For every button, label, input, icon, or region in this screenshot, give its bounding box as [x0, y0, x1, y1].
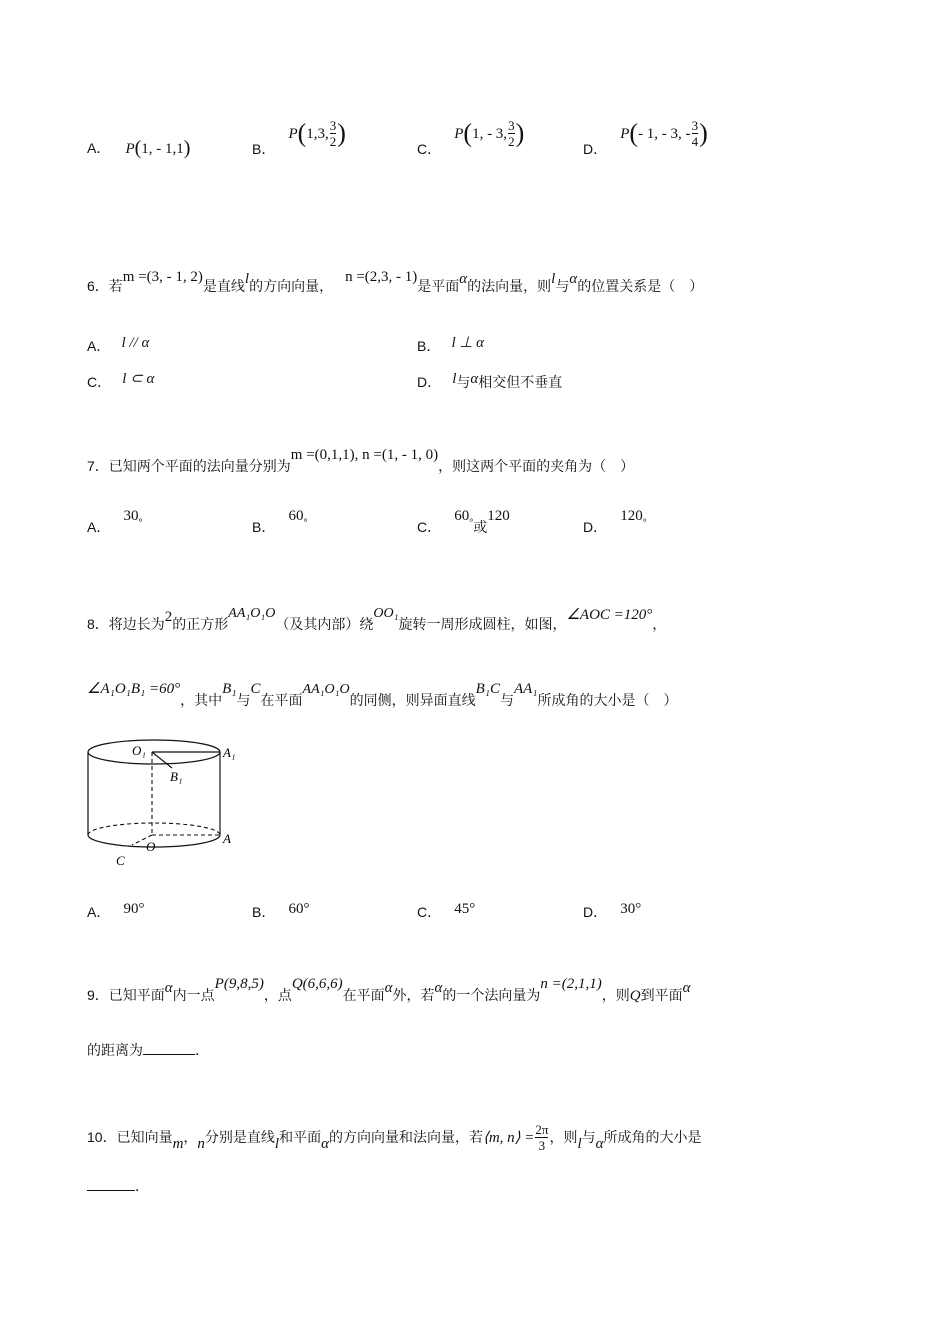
stem-text: ， — [652, 617, 667, 633]
degree-mark: ° — [303, 517, 308, 529]
stem-text: 分别是直线 — [204, 1130, 275, 1146]
stem-text: ． — [135, 1179, 149, 1195]
option-label: B． — [252, 904, 276, 920]
frac-num: 2π — [535, 1122, 549, 1137]
plane-alpha: α — [164, 980, 173, 996]
stem-text: 的方向向量和法向量，若 — [328, 1130, 483, 1146]
q7-option-d[interactable] — [583, 508, 647, 537]
plane-alpha: α — [321, 1136, 329, 1152]
normal-vector: n =(2,1,1) — [540, 976, 602, 992]
option-label: D． — [583, 519, 608, 535]
frac-den: 4 — [691, 134, 699, 149]
question-number: 10． — [87, 1129, 117, 1145]
plane-alpha: α — [569, 271, 578, 287]
point-coords: 1, - 1,1 — [141, 141, 184, 157]
option-value: 60° — [288, 901, 310, 917]
option-label: A． — [87, 338, 111, 354]
stem-text: 与 — [499, 693, 514, 709]
stem-text: 到平面 — [640, 988, 683, 1004]
option-value: 90° — [123, 901, 145, 917]
option-math: l ⊥ α — [451, 335, 485, 351]
point-coords: 1, - 3, — [472, 126, 508, 142]
option-label: C． — [417, 519, 442, 535]
point-letter: P — [125, 141, 135, 157]
option-label: C． — [417, 141, 442, 157]
vector-m: m — [172, 1136, 184, 1152]
vector-n: n — [197, 1136, 205, 1152]
q6-option-b[interactable] — [417, 336, 484, 356]
line-l: l — [244, 271, 250, 287]
line-l: l — [274, 1136, 280, 1152]
frac-den: 2 — [329, 134, 337, 149]
q8-option-a[interactable] — [87, 902, 144, 922]
stem-text: 在平面 — [260, 693, 303, 709]
q10-stem-line1 — [87, 1122, 702, 1153]
stem-text: 的距离为 — [87, 1043, 143, 1059]
stem-text: 旋转一周形成圆柱，如图， — [398, 617, 567, 633]
q8-option-b[interactable] — [252, 902, 309, 922]
vector-m: m =(3, - 1, 2) — [122, 269, 203, 285]
stem-text: 已知平面 — [108, 988, 165, 1004]
line-b1c: B₁C — [475, 681, 500, 697]
stem-text: ，点 — [263, 988, 292, 1004]
option-value: 45° — [454, 901, 476, 917]
degree-mark: ° — [642, 517, 647, 529]
point-p: P(9,8,5) — [214, 976, 264, 992]
q9-stem-line1 — [87, 976, 691, 1005]
stem-text: 的同侧，则异面直线 — [349, 693, 476, 709]
stem-text: ． — [195, 1043, 209, 1059]
point-letter: P — [620, 126, 630, 142]
q5-option-c[interactable]: C． P(1, - 3, $\frac{3}{2}$ ) — [417, 118, 525, 157]
option-label: B． — [417, 338, 441, 354]
axis-name: OO₁ — [373, 606, 399, 621]
q6-option-d[interactable] — [417, 372, 562, 392]
cylinder-figure — [80, 735, 250, 870]
frac-num: 3 — [329, 118, 337, 133]
plane-alpha: α — [682, 980, 691, 996]
option-value: 60 — [454, 508, 470, 524]
angle-a1o1b1: ∠A₁O₁B₁ =60° — [87, 681, 181, 697]
stem-text: 是直线 — [202, 279, 245, 295]
stem-text: 与 — [236, 693, 251, 709]
frac-num: 3 — [508, 118, 515, 133]
question-number: 9． — [87, 987, 109, 1003]
stem-text: （及其内部）绕 — [275, 617, 374, 633]
option-label: D． — [417, 374, 442, 390]
stem-text: ， — [183, 1130, 198, 1146]
option-label: C． — [87, 374, 112, 390]
point-q: Q(6,6,6) — [291, 976, 343, 992]
stem-text: 外，若 — [392, 988, 435, 1004]
answer-blank[interactable] — [87, 1176, 135, 1191]
plane-alpha: α — [595, 1136, 604, 1152]
option-math: l — [452, 371, 457, 387]
option-math: α — [470, 371, 479, 387]
stem-text: 将边长为 — [108, 617, 165, 633]
degree-mark: ° — [469, 517, 474, 529]
radius-o1b1 — [152, 752, 172, 768]
point-coords: 1,3, — [306, 126, 329, 142]
stem-text: ，其中 — [180, 693, 223, 709]
q6-stem — [87, 269, 704, 296]
option-label: C． — [417, 904, 442, 920]
option-value: 120 — [487, 508, 510, 524]
stem-text: 的一个法向量为 — [442, 988, 541, 1004]
q6-option-a[interactable] — [87, 336, 149, 356]
label-a1: A₁ — [223, 745, 236, 760]
point-b1: B₁ — [222, 681, 237, 697]
normal-vectors: m =(0,1,1), n =(1, - 1, 0) — [290, 447, 439, 463]
stem-text: 所成角的大小是（ ） — [537, 693, 678, 709]
option-value: 30 — [123, 508, 139, 524]
angle-aoc: ∠AOC =120° — [566, 607, 653, 623]
option-label: A． — [87, 519, 111, 535]
point-c: C — [250, 681, 261, 697]
stem-text: 已知两个平面的法向量分别为 — [108, 459, 291, 475]
stem-text: 是平面 — [417, 279, 460, 295]
option-text: 相交但不垂直 — [478, 375, 563, 391]
q8-option-c[interactable] — [417, 902, 475, 922]
option-value: 60 — [288, 508, 304, 524]
q8-stem-line1 — [87, 606, 667, 634]
stem-text: 和平面 — [279, 1130, 322, 1146]
stem-text: 的法向量，则 — [467, 279, 552, 295]
frac-den: 3 — [535, 1137, 548, 1153]
stem-text: 所成角的大小是 — [603, 1130, 702, 1146]
line-l: l — [577, 1136, 582, 1152]
option-text: 与 — [456, 375, 471, 391]
option-label: B． — [252, 141, 276, 157]
stem-text: 与 — [581, 1130, 596, 1146]
stem-text: ，则 — [601, 988, 630, 1004]
q6-option-c[interactable] — [87, 372, 154, 392]
stem-text: 与 — [555, 279, 570, 295]
plane-alpha: α — [434, 980, 443, 996]
q5-option-d[interactable]: D． P(- 1, - 3, - $\frac{3}{4}$ ) — [583, 118, 708, 157]
q10-stem-line2 — [87, 1176, 149, 1196]
option-math: l ⊂ α — [122, 371, 155, 387]
q8-option-d[interactable] — [583, 902, 641, 922]
option-value: 120 — [620, 508, 643, 524]
option-label: A． — [87, 140, 111, 156]
option-label: A． — [87, 904, 111, 920]
option-label: D． — [583, 904, 608, 920]
square-name: AA₁O₁O — [228, 606, 276, 621]
side-length: 2 — [164, 609, 173, 625]
plane-name: AA₁O₁O — [302, 682, 350, 697]
frac-den: 2 — [508, 134, 515, 149]
frac-num: 3 — [691, 118, 699, 133]
answer-blank[interactable] — [143, 1040, 195, 1055]
option-or: 或 — [473, 520, 488, 536]
q8-stem-line2 — [87, 681, 678, 710]
q7-option-b[interactable] — [252, 508, 308, 537]
degree-mark: ° — [138, 517, 143, 529]
option-math: l // α — [121, 335, 150, 351]
label-o1: O₁ — [132, 743, 146, 758]
option-label: B． — [252, 519, 276, 535]
q7-option-c[interactable] — [417, 508, 510, 537]
q7-stem — [87, 447, 635, 476]
label-b1: B₁ — [170, 769, 183, 784]
stem-text: 在平面 — [342, 988, 385, 1004]
point-q-letter: Q — [629, 988, 641, 1004]
stem-text: 已知向量 — [116, 1130, 173, 1146]
label-c: C — [116, 853, 125, 868]
point-letter: P — [288, 126, 298, 142]
label-o: O — [146, 839, 156, 854]
stem-text: 若 — [108, 279, 123, 295]
bottom-back-arc — [88, 823, 220, 835]
point-letter: P — [454, 126, 464, 142]
line-l: l — [551, 271, 556, 287]
q9-stem-line2 — [87, 1040, 209, 1060]
stem-text: 的位置关系是（ ） — [577, 279, 704, 295]
q5-option-a[interactable]: A． P(1, - 1,1) — [87, 137, 191, 159]
option-value: 30° — [620, 901, 642, 917]
angle-expr: ⟨m, n⟩ = — [482, 1130, 535, 1146]
stem-text: 的正方形 — [172, 617, 229, 633]
q7-option-a[interactable] — [87, 508, 143, 537]
question-number: 6． — [87, 278, 109, 294]
stem-text: 的方向向量， — [249, 279, 334, 295]
label-a: A — [223, 831, 231, 846]
question-number: 8． — [87, 616, 109, 632]
stem-text: ，则这两个平面的夹角为（ ） — [438, 459, 635, 475]
option-label: D． — [583, 141, 608, 157]
point-coords: - 1, - 3, - — [638, 126, 691, 142]
stem-text: ，则 — [549, 1130, 578, 1146]
vector-n: n =(2,3, - 1) — [345, 269, 418, 285]
plane-alpha: α — [384, 980, 393, 996]
line-aa1: AA₁ — [513, 681, 538, 697]
plane-alpha: α — [459, 271, 468, 287]
stem-text: 内一点 — [172, 988, 215, 1004]
question-number: 7． — [87, 458, 109, 474]
q5-option-b[interactable]: B． P(1,3, $\frac{3}{2}$ ) — [252, 118, 346, 157]
